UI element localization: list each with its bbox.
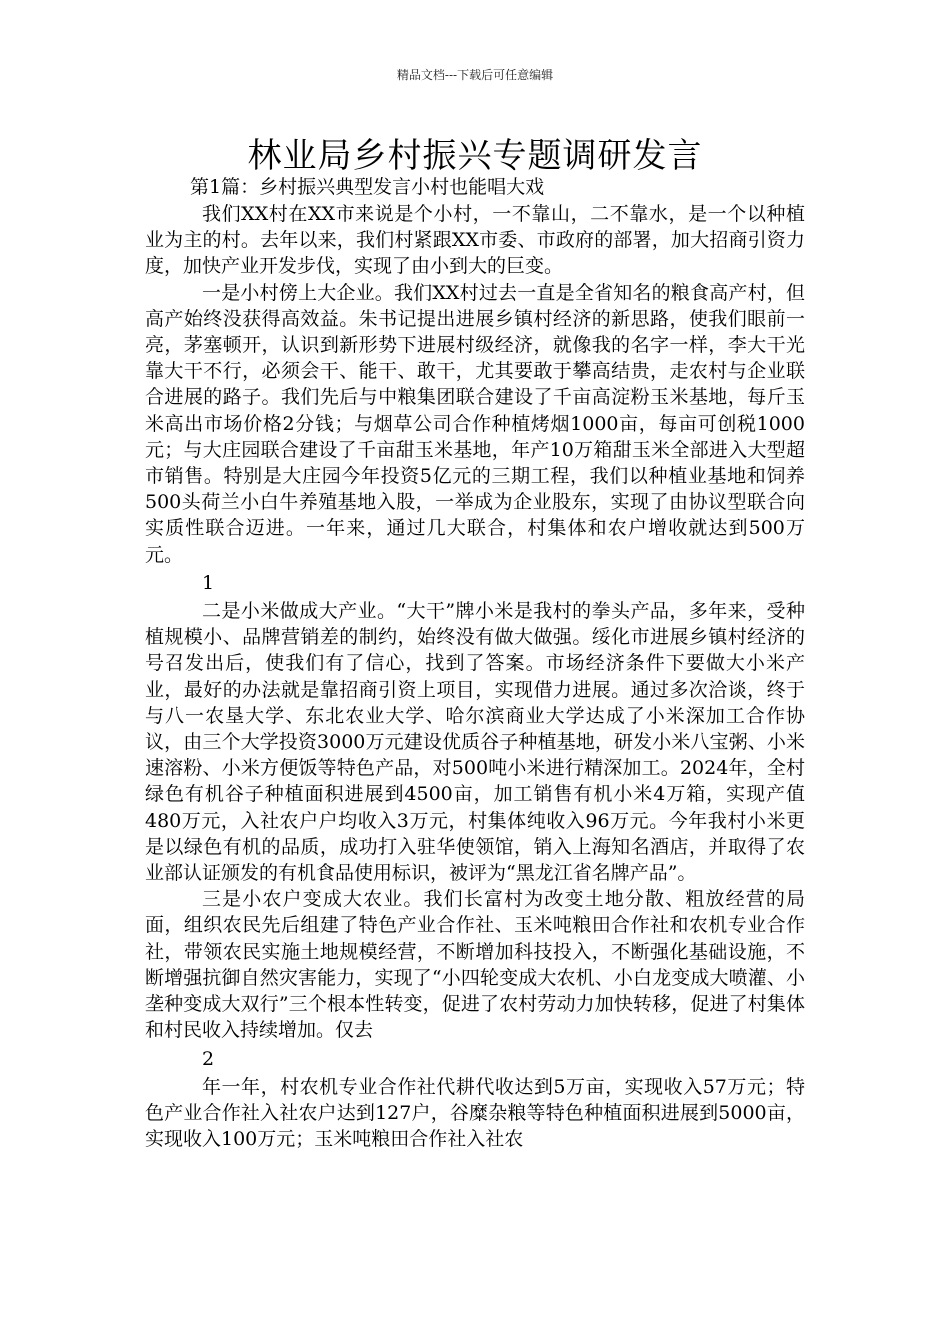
- paragraph: 三是小农户变成大农业。我们长富村为改变土地分散、粗放经营的局面，组织农民先后组建了特色产业合作社、玉米吨粮田合作社和农机专业合作社，带领农民实施土地规模经营，不断增加科技投入，不断强化基础设施，不断增强抗御自然灾害能力，实现了“小四轮变成大农机、小白龙变成大喷灌、小垄种变成大双行”三个根本性转变，促进了农村劳动力加快转移，促进了村集体和村民收入持续增加。仅去: [145, 888, 805, 1042]
- document-title: 林业局乡村振兴专题调研发言: [247, 136, 703, 176]
- section-subtitle: 第1篇：乡村振兴典型发言小村也能唱大戏: [190, 176, 545, 198]
- paragraph: 一是小村傍上大企业。我们XX村过去一直是全省知名的粮食高产村，但高产始终没获得高效益。朱书记提出进展乡镇村经济的新思路，使我们眼前一亮，茅塞顿开，认识到新形势下进展村级经济，就像我的名字一样，李大干光靠大干不行，必须会干、能干、敢干，尤其要敢于攀高结贵，走农村与企业联合进展的路子。我们先后与中粮集团联合建设了千亩高淀粉玉米基地，每斤玉米高出市场价格2分钱；与烟草公司合作种植烤烟1000亩，每亩可创税1000元；与大庄园联合建设了千亩甜玉米基地，年产10万箱甜玉米全部进入大型超市销售。特别是大庄园今年投资5亿元的三期工程，我们以种植业基地和饲养500头荷兰小白牛养殖基地入股，一举成为企业股东，实现了由协议型联合向实质性联合迈进。一年来，通过几大联合，村集体和农户增收就达到500万元。: [145, 281, 805, 566]
- paragraph: 二是小米做成大产业。“大干”牌小米是我村的拳头产品，多年来，受种植规模小、品牌营销差的制约，始终没有做大做强。绥化市进展乡镇村经济的号召发出后，使我们有了信心，找到了答案。市场经济条件下要做大小米产业，最好的办法就是靠招商引资上项目，实现借力进展。通过多次洽谈，终于与八一农垦大学、东北农业大学、哈尔滨商业大学达成了小米深加工合作协议，由三个大学投资3000万元建设优质谷子种植基地，研发小米八宝粥、小米速溶粉、小米方便饭等特色产品，对500吨小米进行精深加工。2024年，全村绿色有机谷子种植面积进展到4500亩，加工销售有机小米4万箱，实现产值480万元，入社农户户均收入3万元，村集体纯收入96万元。今年我村小米更是以绿色有机的品质，成功打入驻华使领馆，销入上海知名酒店，并取得了农业部认证颁发的有机食品使用标识，被评为“黑龙江省名牌产品”。: [145, 600, 805, 885]
- document-body: [145, 201, 805, 1152]
- page-number: 1: [202, 571, 215, 594]
- paragraph: 年一年，村农机专业合作社代耕代收达到5万亩，实现收入57万元；特色产业合作社入社农户达到127户，谷糜杂粮等特色种植面积进展到5000亩，实现收入100万元；玉米吨粮田合作社入社农: [145, 1075, 805, 1151]
- header-note: 精品文档---下载后可任意编辑: [396, 68, 554, 82]
- page-number: 2: [202, 1047, 215, 1070]
- paragraph: 我们XX村在XX市来说是个小村，一不靠山，二不靠水，是一个以种植业为主的村。去年以来，我们村紧跟XX市委、市政府的部署，加大招商引资力度，加快产业开发步伐，实现了由小到大的巨变。: [145, 203, 805, 278]
